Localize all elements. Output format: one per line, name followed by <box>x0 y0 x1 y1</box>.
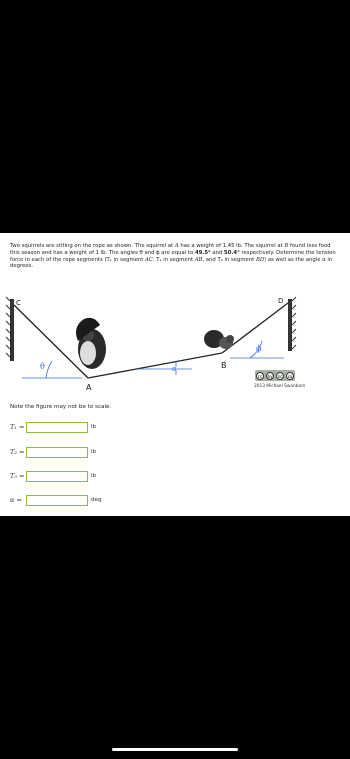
answer-row-alpha <box>10 493 102 507</box>
T1-input[interactable] <box>26 422 88 433</box>
creative-commons-badge <box>255 370 295 381</box>
answer-row-T3 <box>10 469 96 483</box>
problem-statement: Two squirrels are sitting on the rope as shown. The squirrel at A has a weight of 1.45 lb. The squirrel at B found less food this season and has a weight of 1 lb. The angles θ and ϕ are equal to 49.5° and 50.4° respectively. Determine the tension force in each of the rope segments (T₁ in segment AC, T₂ in segment AB, and T₃ in segment BD) as well as the angle α in degrees. <box>10 243 336 270</box>
label-A: A <box>86 383 92 392</box>
T2-input[interactable] <box>26 447 88 458</box>
answer-row-T1 <box>10 420 96 434</box>
label-theta: θ <box>40 362 45 371</box>
answer-row-T2 <box>10 445 96 459</box>
alpha-input[interactable] <box>26 495 88 506</box>
squirrel-A-image <box>76 318 106 369</box>
sa-icon: sa <box>287 373 293 379</box>
left-wall <box>6 297 14 361</box>
home-indicator[interactable] <box>112 748 238 751</box>
rope-AB <box>88 353 222 378</box>
unit-label: lb <box>91 424 97 430</box>
label-alpha: α <box>172 365 177 373</box>
unit-label: lb <box>91 473 97 479</box>
by-icon: by <box>267 373 273 379</box>
label-C: C <box>16 299 21 307</box>
rope-AC <box>14 305 88 378</box>
figure-credit: 2013 Michael Swanbom <box>254 384 306 389</box>
answer-label: T₁ = <box>10 423 25 431</box>
squirrel-B-image <box>204 330 234 349</box>
label-phi: ϕ <box>256 344 262 353</box>
cc-icon: cc <box>257 373 263 379</box>
unit-label: deg <box>91 497 102 503</box>
answer-label: α = <box>10 496 22 504</box>
answer-label: T₂ = <box>10 448 25 456</box>
answer-label: T₃ = <box>10 472 25 480</box>
label-B: B <box>221 361 227 370</box>
nc-icon: nc <box>277 373 283 379</box>
problem-card <box>0 233 350 516</box>
scale-note: Note the figure may not be to scale. <box>10 404 112 410</box>
rope-figure <box>0 291 350 396</box>
label-D: D <box>278 297 284 305</box>
right-wall <box>288 297 296 351</box>
T3-input[interactable] <box>26 471 88 482</box>
unit-label: lb <box>91 449 97 455</box>
